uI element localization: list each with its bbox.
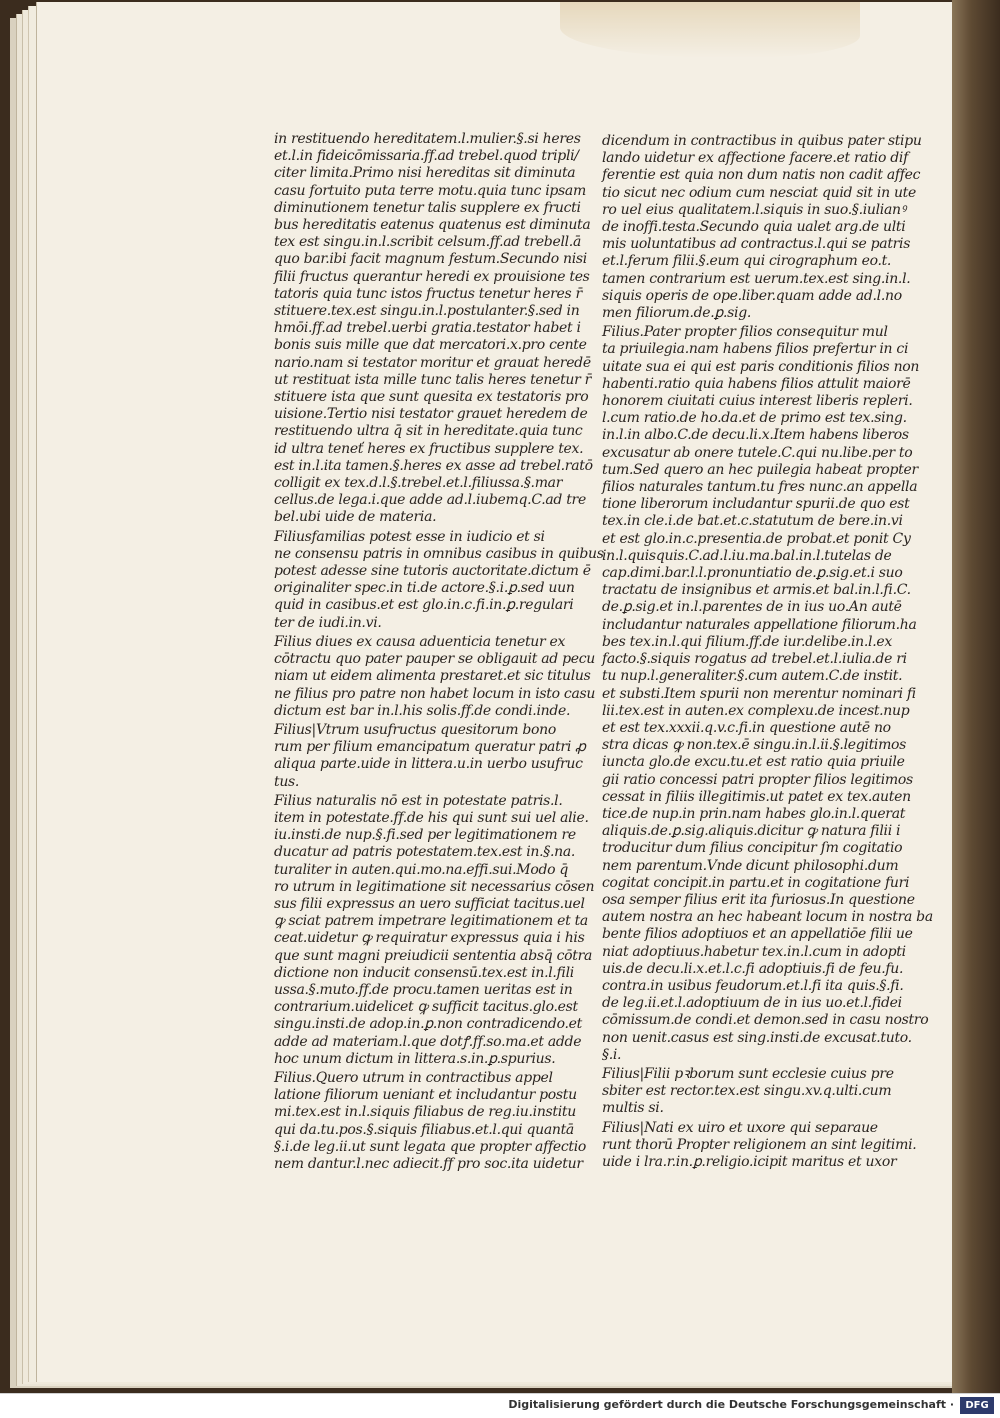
text-line: tus. bbox=[274, 773, 300, 790]
text-line: Filius.Pater propter filios consequitur mul bbox=[602, 324, 888, 341]
text-line: siquis operis de ope.liber.quam adde ad.l.no bbox=[602, 287, 902, 304]
text-line: in.l.in albo.C.de decu.li.x.Item habens liberos bbox=[602, 427, 909, 444]
paragraph bbox=[274, 792, 595, 1068]
text-line: originaliter spec.in ti.de actore.§.i.ꝑ.sed uun bbox=[274, 580, 575, 597]
text-line: et.l.ferum filii.§.eum qui cirographum eo.t. bbox=[602, 253, 892, 270]
text-line: ro uel eius qualitatem.l.siquis in suo.§.iulianꝰ bbox=[602, 201, 906, 218]
text-line: et est glo.in.c.presentia.de probat.et ponit Cy bbox=[602, 530, 911, 547]
text-line: id ultra teneť heres ex fructibus supplere tex. bbox=[274, 440, 584, 457]
text-line: filios naturales tantum.tu fres nunc.an appella bbox=[602, 479, 918, 496]
text-line: iu.insti.de nup.§.fi.sed per legitimationem re bbox=[274, 827, 576, 844]
text-line: ne consensu patris in omnibus casibus in quibus bbox=[274, 545, 604, 562]
text-line: est in.l.ita tamen.§.heres ex asse ad trebel.ratō bbox=[274, 457, 593, 474]
text-line: bus hereditatis eatenus quatenus est diminuta bbox=[274, 217, 591, 234]
text-line: singu.insti.de adop.in.ꝑ.non contradicendo.et bbox=[274, 1016, 582, 1033]
text-line: de.ꝑ.sig.et in.l.parentes de in ius uo.An autē bbox=[602, 599, 902, 616]
text-line: adde ad materiam.l.que dotꝭ.ff.so.ma.et adde bbox=[274, 1033, 582, 1050]
text-line: aliqua parte.uide in littera.u.in uerbo usufruc bbox=[274, 756, 583, 773]
text-line: Filius naturalis nō est in potestate patris.l. bbox=[274, 792, 563, 809]
text-line: dictione non inducit consensū.tex.est in.l.fili bbox=[274, 964, 574, 981]
text-line: tatoris quia tunc istos fructus tenetur heres r̄ bbox=[274, 285, 582, 302]
text-line: et est tex.xxxii.q.v.c.fi.in questione autē no bbox=[602, 719, 891, 736]
text-line: mi.tex.est in.l.siquis filiabus de reg.iu.institu bbox=[274, 1104, 576, 1121]
text-line: ut restituat ista mille tunc talis heres tenetur r̄ bbox=[274, 371, 592, 388]
text-line: tex.in cle.i.de bat.et.c.statutum de bere.in.vi bbox=[602, 513, 903, 530]
text-line: diminutionem tenetur talis supplere ex fructi bbox=[274, 199, 581, 216]
text-line: restituendo ultra q̄ sit in hereditate.quia tunc bbox=[274, 423, 583, 440]
text-line: ro utrum in legitimatione sit necessarius cōsen bbox=[274, 878, 595, 895]
text-line: nem dantur.l.nec adiecit.ff pro soc.ita uidetur bbox=[274, 1155, 583, 1172]
text-line: uide i lra.r.in.ꝑ.religio.icipit maritus et uxor bbox=[602, 1153, 897, 1170]
text-line: ducatur ad patris potestatem.tex.est in.§.na. bbox=[274, 844, 576, 861]
text-line: uis.de decu.li.x.et.l.c.fi adoptiuis.fi de feu.fu. bbox=[602, 960, 904, 977]
text-line: cōmissum.de condi.et demon.sed in casu nostro bbox=[602, 1012, 929, 1029]
text-line: troducitur dum filius concipitur ſm cogitatio bbox=[602, 840, 903, 857]
text-line: niat adoptiuus.habetur tex.in.l.cum in adopti bbox=[602, 943, 906, 960]
text-line: honorem ciuitati cuius interest liberis repleri. bbox=[602, 393, 913, 410]
text-line: stituere ista que sunt quesita ex testatoris pro bbox=[274, 389, 589, 406]
text-line: aliquis.de.ꝑ.sig.aliquis.dicitur ꝙ natura filii i bbox=[602, 823, 901, 840]
text-line: casu fortuito puta terre motu.quia tunc ipsam bbox=[274, 182, 586, 199]
dfg-logo: DFG bbox=[960, 1397, 994, 1414]
paragraph bbox=[274, 1069, 587, 1173]
text-line: ferentie est quia non dum natis non cadit affec bbox=[602, 167, 921, 184]
text-line: tum.Sed quero an hec puilegia habeat propter bbox=[602, 461, 918, 478]
text-line: niam ut eidem alimenta prestaret.et sic titulus bbox=[274, 668, 591, 685]
text-line: hoc unum dictum in littera.s.in.ꝑ.spurius. bbox=[274, 1050, 556, 1067]
paragraph bbox=[602, 1119, 917, 1172]
text-line: item in potestate.ff.de his qui sunt sui uel alie. bbox=[274, 809, 589, 826]
text-line: mis uoluntatibus ad contractus.l.qui se patris bbox=[602, 236, 911, 253]
text-line: ne filius pro patre non habet locum in isto casu bbox=[274, 685, 596, 702]
paragraph bbox=[274, 633, 596, 720]
text-line: de leg.ii.et.l.adoptiuum de in ius uo.et.l.fidei bbox=[602, 995, 902, 1012]
text-line: citer limita.Primo nisi hereditas sit diminuta bbox=[274, 165, 576, 182]
text-line: Filius.Quero utrum in contractibus appel bbox=[274, 1069, 553, 1086]
text-line: Filius diues ex causa aduenticia tenetur ex bbox=[274, 633, 566, 650]
text-line: facto.§.siquis rogatus ad trebel.et.l.iulia.de ri bbox=[602, 651, 907, 668]
text-line: autem nostra an hec habeant locum in nostra ba bbox=[602, 909, 933, 926]
text-line: ter de iudi.in.vi. bbox=[274, 614, 382, 631]
text-line: contrarium.uidelicet ꝙ sufficit tacitus.glo.est bbox=[274, 999, 578, 1016]
text-line: stituere.tex.est singu.in.l.postulanter.§.sed in bbox=[274, 303, 580, 320]
text-line: cessat in filiis illegitimis.ut patet ex tex.auten bbox=[602, 788, 911, 805]
text-line: que sunt magni preiudicii sententia absq̄ cōtra bbox=[274, 947, 593, 964]
text-line: bel.ubi uide de materia. bbox=[274, 509, 437, 526]
text-line: includantur naturales appellatione filiorum.ha bbox=[602, 616, 917, 633]
text-line: filii fructus querantur heredi ex prouisione tes bbox=[274, 268, 590, 285]
text-line: Filius|Nati ex uiro et uxore qui separaue bbox=[602, 1119, 878, 1136]
text-line: uisione.Tertio nisi testator grauet heredem de bbox=[274, 406, 588, 423]
paragraph bbox=[602, 324, 933, 1064]
text-line: stra dicas ꝙ non.tex.ē singu.in.l.ii.§.legitimos bbox=[602, 737, 907, 754]
text-line: in.l.quisquis.C.ad.l.iu.ma.bal.in.l.tutelas de bbox=[602, 547, 892, 564]
paragraph bbox=[274, 721, 586, 791]
text-line: et.l.in fideicōmissaria.ff.ad trebel.quod tripli/ bbox=[274, 148, 579, 165]
text-line: ussa.§.muto.ff.de procu.tamen ueritas est in bbox=[274, 981, 573, 998]
text-line: ꝙ sciat patrem impetrare legitimationem et ta bbox=[274, 913, 588, 930]
text-line: nario.nam si testator moritur et grauat heredē bbox=[274, 354, 591, 371]
text-line: sbiter est rector.tex.est singu.xv.q.ulti.cum bbox=[602, 1083, 892, 1100]
text-column-left bbox=[274, 131, 604, 1173]
text-line: tex est singu.in.l.scribit celsum.ff.ad trebell.ā bbox=[274, 234, 581, 251]
text-line: cap.dimi.bar.l.l.pronuntiatio de.ꝑ.sig.et.i suo bbox=[602, 565, 903, 582]
text-line: osa semper filius erit ita furiosus.In questione bbox=[602, 891, 915, 908]
text-line: bonis suis mille que dat mercatori.x.pro cente bbox=[274, 337, 587, 354]
text-line: tractatu de insignibus et armis.et bal.in.l.fi.C. bbox=[602, 582, 911, 599]
text-line: cellus.de lega.i.que adde ad.l.iubemq.C.ad tre bbox=[274, 492, 586, 509]
text-line: tamen contrarium est uerum.tex.est sing.in.l. bbox=[602, 270, 911, 287]
text-line: Filiusfamilias potest esse in iudicio et si bbox=[274, 528, 545, 545]
text-line: tu nup.l.generaliter.§.cum autem.C.de instit. bbox=[602, 668, 903, 685]
funding-credit: Digitalisierung gefördert durch die Deutsche Forschungsgemeinschaft · bbox=[508, 1398, 954, 1411]
text-line: runt thorū Propter religionem an sint legitimi. bbox=[602, 1136, 917, 1153]
text-line: §.i.de leg.ii.ut sunt legata que propter affectio bbox=[274, 1138, 587, 1155]
text-line: dictum est bar in.l.his solis.ff.de condi.inde. bbox=[274, 702, 571, 719]
text-line: lando uidetur ex affectione facere.et ratio dif bbox=[602, 150, 908, 167]
text-line: tice.de nup.in prin.nam habes glo.in.l.querat bbox=[602, 805, 906, 822]
paragraph bbox=[274, 528, 604, 632]
text-column-right bbox=[602, 133, 933, 1171]
footer-bar bbox=[0, 1393, 1000, 1418]
text-line: §.i. bbox=[602, 1046, 622, 1063]
text-line: gii ratio concessi patri propter filios legitimos bbox=[602, 771, 913, 788]
text-line: turaliter in auten.qui.mo.na.effi.sui.Modo q̄ bbox=[274, 861, 569, 878]
paragraph bbox=[602, 133, 922, 322]
text-line: sus filii expressus an uero sufficiat tacitus.uel bbox=[274, 895, 585, 912]
paragraph bbox=[274, 131, 593, 527]
text-line: Filius|Filii pꝛborum sunt ecclesie cuius pre bbox=[602, 1065, 894, 1082]
text-line: ta priuilegia.nam habens filios prefertur in ci bbox=[602, 341, 909, 358]
text-line: qui da.tu.pos.§.siquis filiabus.et.l.qui quantā bbox=[274, 1121, 574, 1138]
text-line: bes tex.in.l.qui filium.ff.de iur.delibe.in.l.ex bbox=[602, 633, 892, 650]
text-line: tio sicut nec odium cum nesciat quid sit in ute bbox=[602, 184, 916, 201]
text-line: de inoffi.testa.Secundo quia ualet arg.de ulti bbox=[602, 219, 906, 236]
text-line: hmōi.ff.ad trebel.uerbi gratia.testator habet i bbox=[274, 320, 581, 337]
text-line: quo bar.ibi facit magnum festum.Secundo nisi bbox=[274, 251, 587, 268]
text-line: ceat.uidetur ꝙ requiratur expressus quia i his bbox=[274, 930, 585, 947]
text-line: colligit ex tex.d.l.§.trebel.et.l.filiussa.§.mar bbox=[274, 475, 563, 492]
text-line: men filiorum.de.ꝑ.sig. bbox=[602, 305, 752, 322]
text-line: rum per filium emancipatum queratur patri ꝓ bbox=[274, 739, 586, 756]
text-line: quid in casibus.et est glo.in.c.fi.in.ꝑ.regulari bbox=[274, 597, 574, 614]
text-line: cōtractu quo pater pauper se obligauit ad pecu bbox=[274, 651, 596, 668]
book-gutter bbox=[952, 0, 1000, 1393]
text-line: contra.in usibus feudorum.et.l.fi ita quis.§.fi. bbox=[602, 977, 904, 994]
text-line: latione filiorum ueniant et includantur postu bbox=[274, 1087, 577, 1104]
text-line: tione liberorum includantur spurii.de quo est bbox=[602, 496, 910, 513]
text-line: habenti.ratio quia habens filios attulit maiorē bbox=[602, 375, 911, 392]
text-line: lii.tex.est in auten.ex complexu.de incest.nup bbox=[602, 702, 910, 719]
text-line: cogitat concipit.in partu.et in cogitatione furi bbox=[602, 874, 910, 891]
text-line: et substi.Item spurii non merentur nominari fi bbox=[602, 685, 916, 702]
text-line: uitate sua ei qui est paris conditionis filios non bbox=[602, 358, 920, 375]
paragraph bbox=[602, 1066, 892, 1118]
text-line: non uenit.casus est sing.insti.de excusat.tuto. bbox=[602, 1029, 912, 1046]
text-line: nem parentum.Vnde dicunt philosophi.dum bbox=[602, 857, 899, 874]
text-line: dicendum in contractibus in quibus pater stipu bbox=[602, 133, 922, 149]
text-line: in restituendo hereditatem.l.mulier.§.si heres bbox=[274, 131, 581, 147]
text-line: bente filios adoptiuos et an appellatiōe filii ue bbox=[602, 926, 913, 943]
text-line: potest adesse sine tutoris auctoritate.dictum ē bbox=[274, 563, 591, 580]
text-line: excusatur ab onere tutele.C.qui nu.libe.per to bbox=[602, 444, 913, 461]
text-line: Filius|Vtrum usufructus quesitorum bono bbox=[274, 721, 557, 738]
text-line: iuncta glo.de excu.tu.et est ratio quia priuile bbox=[602, 754, 905, 771]
text-line: multis si. bbox=[602, 1100, 664, 1117]
text-line: l.cum ratio.de ho.da.et de primo est tex.sing. bbox=[602, 410, 907, 427]
